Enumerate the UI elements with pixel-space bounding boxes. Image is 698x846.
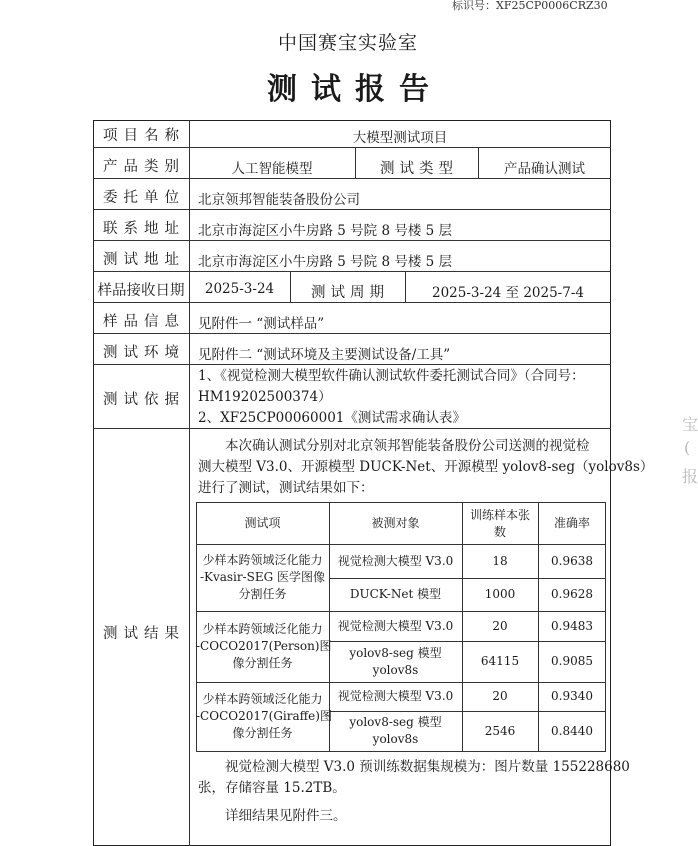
label-test-period: 测试周期 [311, 285, 389, 301]
side-mark: 宝 [682, 415, 698, 434]
value-test-address: 北京市海淀区小牛房路 5 号院 8 号楼 5 层 [198, 254, 453, 270]
label-client: 委托单位 [103, 190, 185, 206]
samples-cell: 20 [492, 619, 508, 633]
th-samples-line: 数 [493, 525, 506, 539]
task-cell [196, 691, 332, 742]
test-basis-line: 2、XF25CP00060001《测试需求确认表》 [198, 410, 466, 426]
task-line: 少样本跨领域泛化能力 [202, 692, 323, 706]
object-line: yolov8-seg 模型 [349, 646, 442, 660]
task-line: 像分割任务 [232, 726, 293, 740]
object-cell: 视觉检测大模型 V3.0 [337, 619, 454, 633]
test-basis-lines [198, 366, 585, 429]
task-line: 少样本跨领域泛化能力 [202, 553, 323, 567]
th-object: 被测对象 [371, 516, 420, 530]
value-client: 北京领邦智能装备股份公司 [198, 192, 360, 208]
accuracy-cell: 0.8440 [551, 724, 593, 738]
label-sample-date: 样品接收日期 [97, 283, 185, 299]
label-project-name: 项目名称 [103, 128, 185, 144]
object-cell [329, 645, 462, 679]
samples-cell: 18 [492, 554, 508, 568]
value-contact-address: 北京市海淀区小牛房路 5 号院 8 号楼 5 层 [198, 223, 453, 239]
th-samples [462, 507, 538, 541]
organization-name: 中国赛宝实验室 [277, 32, 418, 54]
value-test-period: 2025-3-24 至 2025-7-4 [432, 285, 584, 301]
samples-cell: 64115 [480, 654, 520, 668]
task-cell [196, 621, 332, 672]
accuracy-cell: 0.9340 [551, 689, 593, 703]
test-basis-line: HM19202500374） [198, 389, 332, 405]
task-line: 像分割任务 [232, 656, 293, 670]
result-closing: 详细结果见附件三。 [225, 808, 347, 824]
object-cell: 视觉检测大模型 V3.0 [337, 689, 454, 703]
label-test-address: 测试地址 [103, 252, 185, 268]
value-product-type: 人工智能模型 [231, 161, 313, 177]
samples-cell: 2546 [484, 724, 516, 738]
test-basis-line: 1、《视觉检测大模型软件确认测试软件委托测试合同》（合同号： [198, 368, 585, 384]
task-line: -COCO2017(Giraffe)图 [196, 709, 332, 723]
label-product-type: 产品类别 [103, 159, 185, 175]
accuracy-cell: 0.9483 [551, 619, 593, 633]
result-outro-line: 张，存储容量 15.2TB。 [198, 780, 346, 796]
value-test-type: 产品确认测试 [504, 161, 585, 177]
object-cell [329, 714, 462, 748]
samples-cell: 1000 [484, 587, 516, 601]
th-item: 测试项 [244, 516, 281, 530]
object-cell: 视觉检测大模型 V3.0 [337, 554, 454, 568]
task-line: 少样本跨领域泛化能力 [202, 622, 323, 636]
samples-cell: 20 [492, 689, 508, 703]
label-test-type: 测试类型 [380, 161, 458, 177]
object-line: yolov8s [372, 732, 419, 746]
th-accuracy: 准确率 [553, 516, 590, 530]
task-line: -Kvasir-SEG 医学图像 [199, 570, 326, 584]
label-test-env: 测试环境 [103, 345, 185, 361]
result-intro-line: 进行了测试，测试结果如下： [198, 480, 374, 496]
value-sample-info: 见附件一 “测试样品” [198, 316, 325, 332]
value-test-env: 见附件二 “测试环境及主要测试设备/工具” [198, 347, 451, 363]
result-outro [198, 757, 630, 799]
side-mark: ( [684, 438, 691, 457]
result-outro-line: 视觉检测大模型 V3.0 预训练数据集规模为：图片数量 155228680 [225, 759, 630, 775]
value-project-name: 大模型测试项目 [352, 130, 448, 146]
result-intro-line: 测大模型 V3.0、开源模型 DUCK-Net、开源模型 yolov8-seg（yolov8s） [198, 459, 654, 475]
label-test-result: 测试结果 [103, 626, 185, 642]
label-contact-address: 联系地址 [103, 221, 185, 237]
serial-number: 标识号：XF25CP0006CRZ30 [452, 0, 608, 12]
label-test-basis: 测试依据 [103, 392, 185, 408]
side-mark: 报 [682, 467, 698, 486]
accuracy-cell: 0.9638 [551, 554, 593, 568]
accuracy-cell: 0.9085 [551, 654, 593, 668]
value-sample-date: 2025-3-24 [204, 281, 275, 297]
report-title: 测试报告 [267, 72, 443, 107]
result-intro-line: 本次确认测试分别对北京领邦智能装备股份公司送测的视觉检 [225, 438, 590, 454]
object-line: yolov8s [372, 663, 419, 677]
result-intro [198, 436, 653, 499]
task-line: 分割任务 [238, 587, 287, 601]
accuracy-cell: 0.9628 [551, 587, 593, 601]
object-line: yolov8-seg 模型 [349, 715, 442, 729]
th-samples-line: 训练样本张 [469, 508, 530, 522]
object-cell: DUCK-Net 模型 [349, 587, 442, 601]
task-cell [196, 552, 329, 603]
label-sample-info: 样品信息 [103, 314, 185, 330]
task-line: -COCO2017(Person)图 [196, 639, 332, 653]
